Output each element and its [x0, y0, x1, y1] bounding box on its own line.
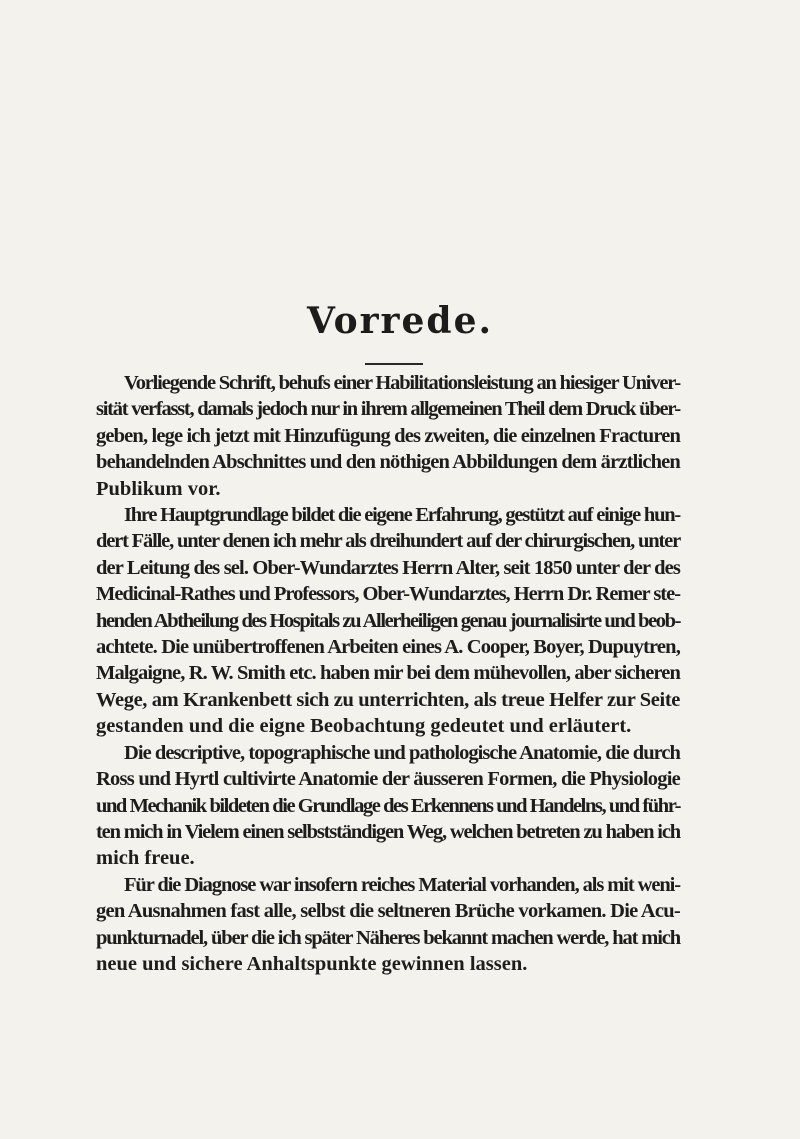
text-line: achtete. Die unübertroffenen Arbeiten eines A. Cooper, Boyer, Dupuytren,: [96, 636, 680, 659]
text-line: neue und sichere Anhaltspunkte gewinnen lassen.: [96, 952, 528, 975]
title-rule: [365, 363, 423, 365]
text-line: punkturnadel, über die ich später Näheres bekannt machen werde, hat mich: [96, 926, 680, 949]
text-line: dert Fälle, unter denen ich mehr als dreihundert auf der chirurgischen, unter: [96, 530, 680, 553]
preface-text: [96, 370, 680, 977]
text-line: Malgaigne, R. W. Smith etc. haben mir bei dem mühevollen, aber sicheren: [96, 662, 680, 685]
text-line: geben, lege ich jetzt mit Hinzufügung des zweiten, die einzelnen Fracturen: [96, 424, 680, 447]
text-line: behandelnden Abschnittes und den nöthigen Abbildungen dem ärztlichen: [96, 451, 680, 474]
text-line: Für die Diagnose war insofern reiches Material vorhanden, als mit weni-: [124, 873, 680, 896]
text-line: gen Ausnahmen fast alle, selbst die seltneren Brüche vorkamen. Die Acu-: [96, 900, 680, 923]
page-title: Vorrede.: [306, 300, 494, 342]
text-line: Ihre Hauptgrundlage bildet die eigene Erfahrung, gestützt auf einige hun-: [124, 504, 680, 527]
text-line: Medicinal-Rathes und Professors, Ober-Wundarztes, Herrn Dr. Remer ste-: [96, 583, 680, 606]
text-line: Die descriptive, topographische und pathologische Anatomie, die durch: [124, 741, 680, 764]
text-line: ten mich in Vielem einen selbstständigen Weg, welchen betreten zu haben ich: [96, 820, 680, 843]
text-line: sität verfasst, damals jedoch nur in ihrem allgemeinen Theil dem Druck über-: [96, 398, 680, 421]
text-line: Ross und Hyrtl cultivirte Anatomie der äusseren Formen, die Physiologie: [96, 768, 680, 791]
text-line: mich freue.: [96, 847, 195, 870]
text-line: Wege, am Krankenbett sich zu unterrichten, als treue Helfer zur Seite: [96, 688, 680, 711]
text-line: Vorliegende Schrift, behufs einer Habilitationsleistung an hiesiger Univer-: [124, 372, 680, 394]
text-line: gestanden und die eigne Beobachtung gedeutet und erläutert.: [96, 715, 632, 738]
text-line: henden Abtheilung des Hospitals zu Allerheiligen genau journalisirte und beob-: [96, 609, 680, 632]
text-line: der Leitung des sel. Ober-Wundarztes Herrn Alter, seit 1850 unter der des: [96, 556, 680, 579]
text-line: Publikum vor.: [96, 477, 221, 500]
text-line: und Mechanik bildeten die Grundlage des Erkennens und Handelns, und führ-: [96, 794, 680, 817]
